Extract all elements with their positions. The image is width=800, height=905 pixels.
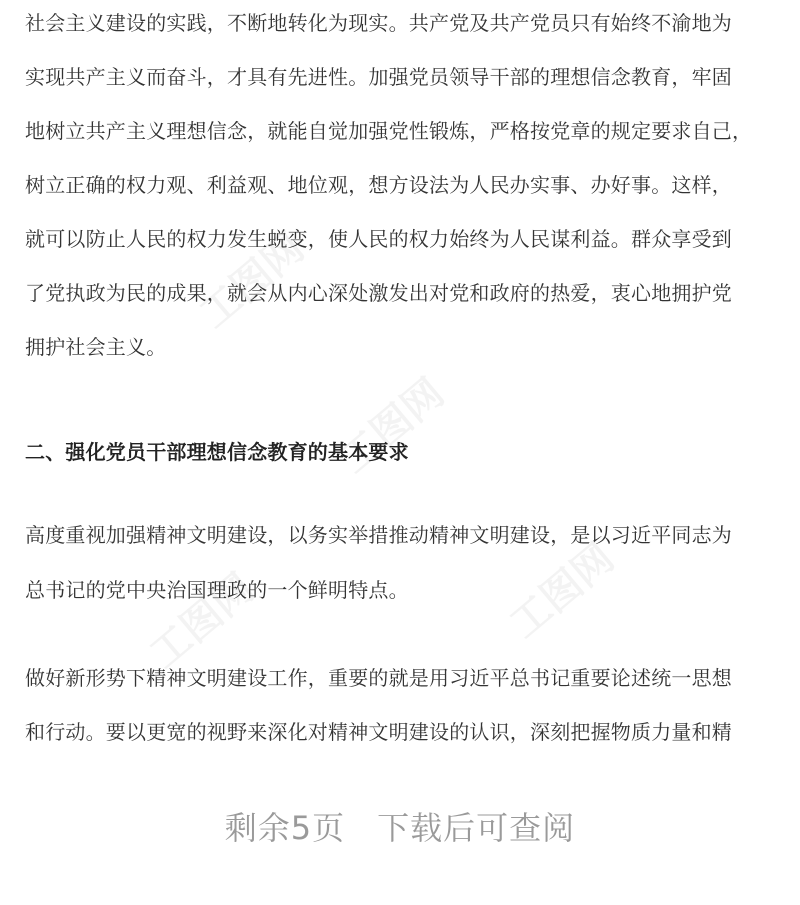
- paragraph-line: 地树立共产主义理想信念，就能自觉加强党性锻炼，严格按党章的规定要求自己，: [25, 119, 753, 143]
- remaining-pages-label: 剩余5页: [224, 809, 346, 847]
- paragraph-line: 社会主义建设的实践，不断地转化为现实。共产党及共产党员只有始终不渝地为: [25, 11, 732, 35]
- download-hint-label: 下载后可查阅: [377, 809, 576, 847]
- paragraph-line: 高度重视加强精神文明建设，以务实举措推动精神文明建设，是以习近平同志为: [25, 523, 732, 547]
- paragraph-line: 和行动。要以更宽的视野来深化对精神文明建设的认识，深刻把握物质力量和精: [25, 720, 732, 744]
- paragraph-line: 了党执政为民的成果，就会从内心深处激发出对党和政府的热爱，衷心地拥护党: [25, 281, 732, 305]
- remaining-pages-notice[interactable]: [0, 803, 800, 849]
- paragraph-line: 树立正确的权力观、利益观、地位观，想方设法为人民办实事、办好事。这样，: [25, 173, 732, 197]
- paragraph-line: 实现共产主义而奋斗，才具有先进性。加强党员领导干部的理想信念教育，牢固: [25, 65, 732, 89]
- paragraph-line: 拥护社会主义。: [25, 335, 167, 359]
- paragraph-line: 就可以防止人民的权力发生蜕变，使人民的权力始终为人民谋利益。群众享受到: [25, 227, 732, 251]
- section-heading: 二、强化党员干部理想信念教育的基本要求: [25, 440, 409, 464]
- paragraph-line: 总书记的党中央治国理政的一个鲜明特点。: [25, 578, 409, 602]
- paragraph-line: 做好新形势下精神文明建设工作，重要的就是用习近平总书记重要论述统一思想: [25, 666, 732, 690]
